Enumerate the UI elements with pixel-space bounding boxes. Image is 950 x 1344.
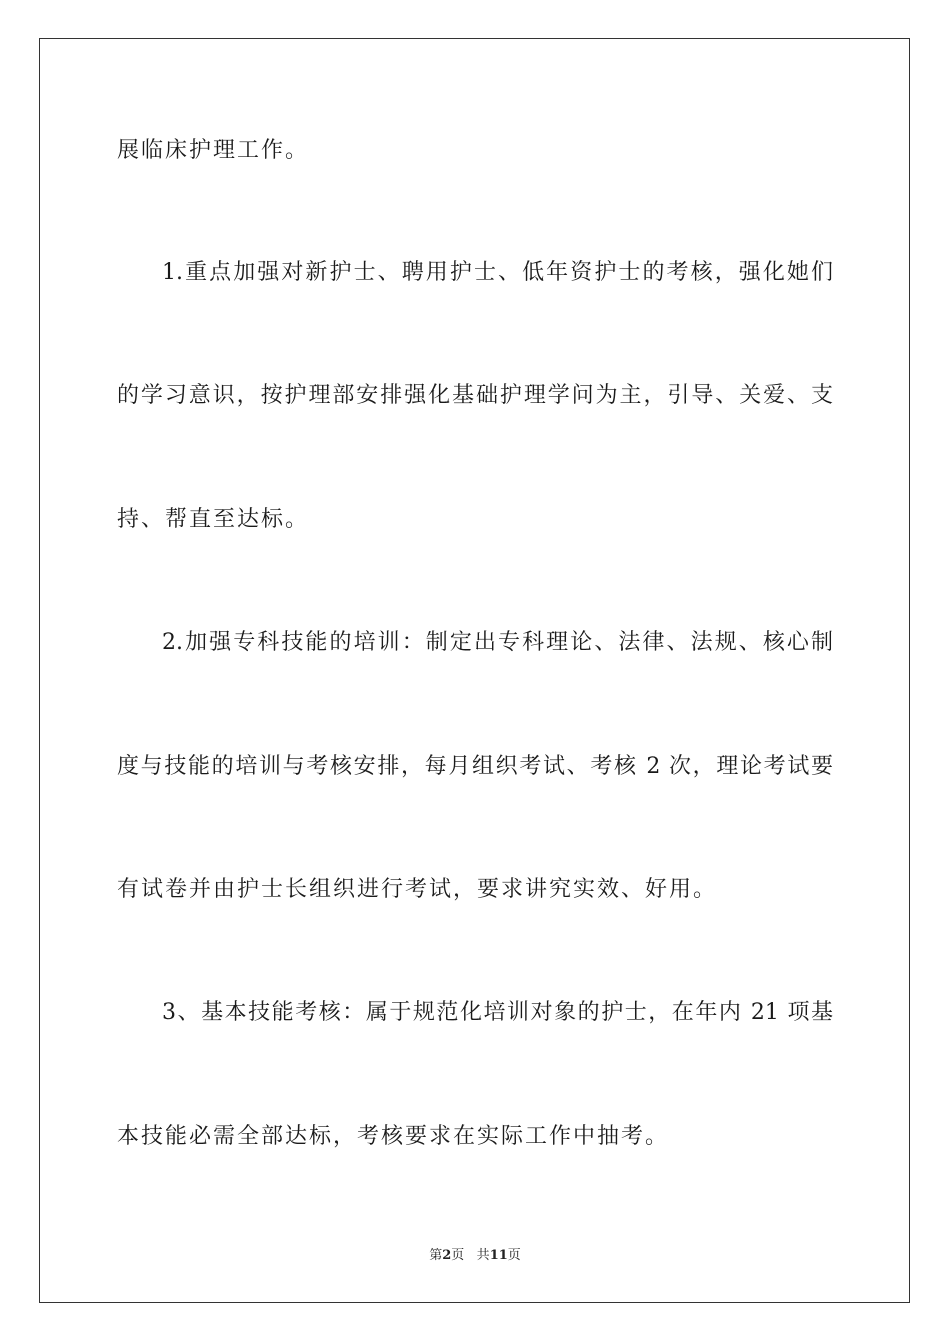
- page-footer: [0, 1247, 950, 1265]
- total-suffix: 页: [507, 1248, 521, 1263]
- paragraph-line: 有试卷并由护士长组织进行考试，要求讲究实效、好用。: [117, 877, 718, 902]
- page-number: 2: [442, 1248, 452, 1263]
- paragraph-line: 3、基本技能考核：属于规范化培训对象的护士，在年内 21 项基: [162, 1000, 833, 1025]
- paragraph-line: 2.加强专科技能的培训：制定出专科理论、法律、法规、核心制: [162, 630, 833, 655]
- page-prefix: 第: [429, 1248, 443, 1263]
- page-border: [39, 38, 910, 1303]
- paragraph-line: 1.重点加强对新护士、聘用护士、低年资护士的考核，强化她们: [162, 260, 833, 285]
- page-suffix: 页: [451, 1248, 465, 1263]
- total-prefix: 共: [476, 1248, 490, 1263]
- total-pages: 11: [489, 1248, 508, 1263]
- paragraph-line: 持、帮直至达标。: [117, 507, 310, 532]
- paragraph-line: 展临床护理工作。: [117, 138, 310, 163]
- paragraph-line: 的学习意识，按护理部安排强化基础护理学问为主，引导、关爱、支: [117, 383, 833, 408]
- paragraph-line: 本技能必需全部达标，考核要求在实际工作中抽考。: [117, 1124, 670, 1149]
- paragraph-line: 度与技能的培训与考核安排，每月组织考试、考核 2 次，理论考试要: [117, 754, 833, 779]
